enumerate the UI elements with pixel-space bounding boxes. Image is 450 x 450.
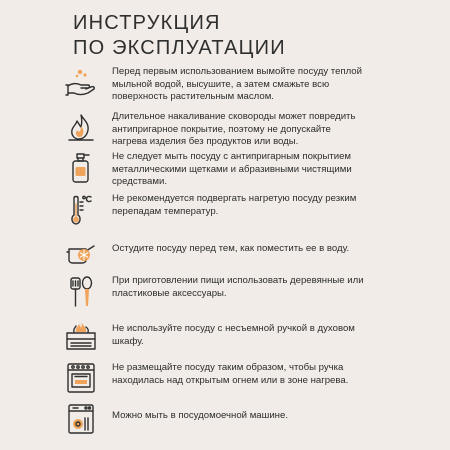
flame-pan-icon: [64, 111, 98, 145]
instruction-item: [64, 233, 364, 267]
instruction-text: Не размещайте посуду таким образом, чтобы ручка находилась над открытым огнем или в зоне нагрева.: [112, 362, 349, 386]
instruction-text: Не используйте посуду с несъемной ручкой в духовом шкафу.: [112, 323, 355, 347]
thermometer-icon: [64, 193, 98, 227]
title-line-2: ПО ЭКСПЛУАТАЦИИ: [73, 37, 286, 59]
instruction-item: [64, 193, 364, 227]
instruction-text: Можно мыть в посудомоечной машине.: [112, 410, 288, 421]
instruction-text: Длительное накаливание сковороды может повредить антипригарное покрытие, поэтому не допускайте нагрева изделия без продуктов или воды.: [112, 111, 356, 147]
stove-icon: [64, 361, 98, 395]
instruction-item: [64, 275, 364, 309]
instruction-text: Не рекомендуется подвергать нагретую посуду резким перепадам температур.: [112, 193, 357, 217]
title-line-1: ИНСТРУКЦИЯ: [73, 12, 221, 34]
utensils-icon: [64, 275, 98, 309]
instruction-text: Остудите посуду перед тем, как поместить ее в воду.: [112, 243, 350, 254]
instruction-item: [64, 66, 364, 104]
instruction-item: [64, 361, 364, 395]
dishwasher-icon: [64, 402, 98, 436]
instruction-item: [64, 111, 364, 149]
instruction-item: [64, 319, 364, 353]
detergent-bottle-icon: [64, 151, 98, 185]
washing-hands-icon: [64, 66, 98, 100]
oven-fire-icon: [64, 319, 98, 353]
instruction-text: Перед первым использованием вымойте посуду теплой мыльной водой, высушите, а затем смажьте всю поверхность растительным маслом.: [112, 66, 363, 102]
cooling-pan-icon: [64, 233, 98, 267]
instruction-item: [64, 402, 364, 436]
instruction-item: [64, 151, 364, 189]
instruction-text: При приготовлении пищи использовать деревянные или пластиковые аксессуары.: [112, 275, 364, 299]
instruction-text: Не следует мыть посуду с антипригарным покрытием металлическими щетками и абразивными чистящими средствами.: [112, 151, 352, 187]
